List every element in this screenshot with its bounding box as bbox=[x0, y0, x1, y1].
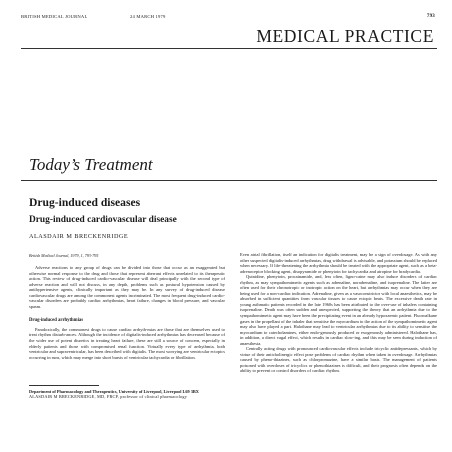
journal-name: BRITISH MEDICAL JOURNAL bbox=[21, 14, 88, 19]
citation-line: British Medical Journal, 1979, 1, 793-795 bbox=[29, 253, 99, 258]
footnote-author: ALASDAIR M BRECKENRIDGE, MD, FRCP, professor of clinical pharmacology bbox=[29, 394, 188, 400]
right-paragraph-3: Centrally acting drugs with pronounced cardiovascular effects include tricyclic antidepressants, which by virtue of their anticholinergic effect pose problems of cardiac rhythm when taken in overdosage. Arrhythmias caused by pheno-thiazines, such as chlorpromazine, have a similar basis. The management of patients poisoned with overdoses of tricyclics or phenothiazines is difficult, and their prognosis often depends on the ability to prevent or control disorders of cardiac rhythm. bbox=[240, 346, 437, 374]
body-paragraph: Paradoxically, the commonest drugs to cause cardiac arrhyth-mias are those that are themselves used to treat rhythm disturb-ances. Although the incidence of digitalis-induced arrhythmias has decreased because of the wider use of potent diuretics in treating heart failure, these are still a source of concern, especially in elderly patients and those with compromised renal function. Virtually every type of arrhythmia, both ventricular and supraventricular, has been described with digitalis. The most worrying are ventricular ectopics occurring in runs, which may merge into short bursts of ventricular tachycardia or fibrillation. bbox=[29, 326, 225, 360]
page-number: 793 bbox=[426, 14, 435, 19]
article-title: Drug-induced diseases bbox=[29, 196, 141, 209]
section-rule bbox=[21, 48, 437, 49]
section-title: MEDICAL PRACTICE bbox=[256, 26, 434, 46]
section-heading: Drug-induced arrhythmias bbox=[29, 318, 84, 324]
footnote-department: Department of Pharmacology and Therapeutics, University of Liverpool, Liverpool L69 3BX bbox=[29, 389, 199, 394]
series-rule bbox=[21, 180, 437, 181]
article-subtitle: Drug-induced cardiovascular disease bbox=[29, 215, 177, 225]
author-footnote bbox=[29, 389, 225, 399]
issue-date: 24 MARCH 1979 bbox=[130, 14, 166, 19]
footnote-rule bbox=[29, 385, 99, 386]
left-column bbox=[29, 265, 225, 360]
right-paragraph-2: Quinidine, phenytoin, procainamide, and, less often, ligno-caine may also induce disorders of cardiac rhythm, as may sympathomimetic agents such as adrenaline, noradrenaline, and isoprenaline. The latter are often used for their chronotropic or inotropic action on the heart, but arrhythmias may occur when they are being used for a non-cardiac indication. Adrenaline, given as a vasoconstrictor with local anaesthetics, may be absorbed in sufficient quantities from vascular tissues to cause ectopic beats. The excessive death rate in young asthmatic patients recorded in the late 1960s has been attributed to the over-use of inhalers containing isoprenaline. Death was often sudden and unexpected, supporting the theory that an arrhythmia due to the sympathomimetic agent may have been the precipitating event in an already hypoxaemic patient. Fluoroalkane gases in the propellant of the inhaler that sensitise the myocardium to the action of the sympathomimetic agent may also have played a part. Halothane may lead to ventricular arrhythmias due to its ability to sensitise the myocardium to catecholamines, either endo-genously produced or exogenously administered. Halothane has, in addition, a direct vagal effect, which results in cardiac slow-ing, and this may be seen during induction of anaesthesia. bbox=[240, 274, 437, 346]
series-title: Today’s Treatment bbox=[29, 155, 153, 174]
author-byline: ALASDAIR M BRECKENRIDGE bbox=[29, 233, 129, 240]
right-paragraph-1: Even atrial fibrillation, itself an indication for digitalis treatment, may be a sign of overdosage. As with any other suspected digitalis-induced arrhythmias, drug withdrawal is advisable, and potassium should be replaced when necessary. If life-threatening the arrhythmia should be treated with the appropriate agent, such as a beta-adrenoceptor blocking agent, disopyramide or phenytoin for tachycardia and atropine for bradycardia. bbox=[240, 252, 437, 274]
right-column bbox=[240, 252, 437, 374]
running-header bbox=[21, 14, 435, 19]
intro-paragraph: Adverse reactions to any group of drugs can be divided into those that occur as an exaggerated but otherwise normal response to the drug and those that represent aberrant effects unrelated to its therapeutic action. This review of drug-induced cardio-vascular disease will deal principally with the second type of adverse reaction and will not discuss, in any depth, problems such as postural hypotension caused by antihypertensive agents, clinically important as they may be. In any survey of drug-induced disease cardiovascular drugs are among the commonest agents incriminated. The most frequent drug-induced cardio-vascular disorders are probably cardiac arrhythmias, heart failure, changes in blood pressure, and vascular spasm. bbox=[29, 265, 225, 309]
